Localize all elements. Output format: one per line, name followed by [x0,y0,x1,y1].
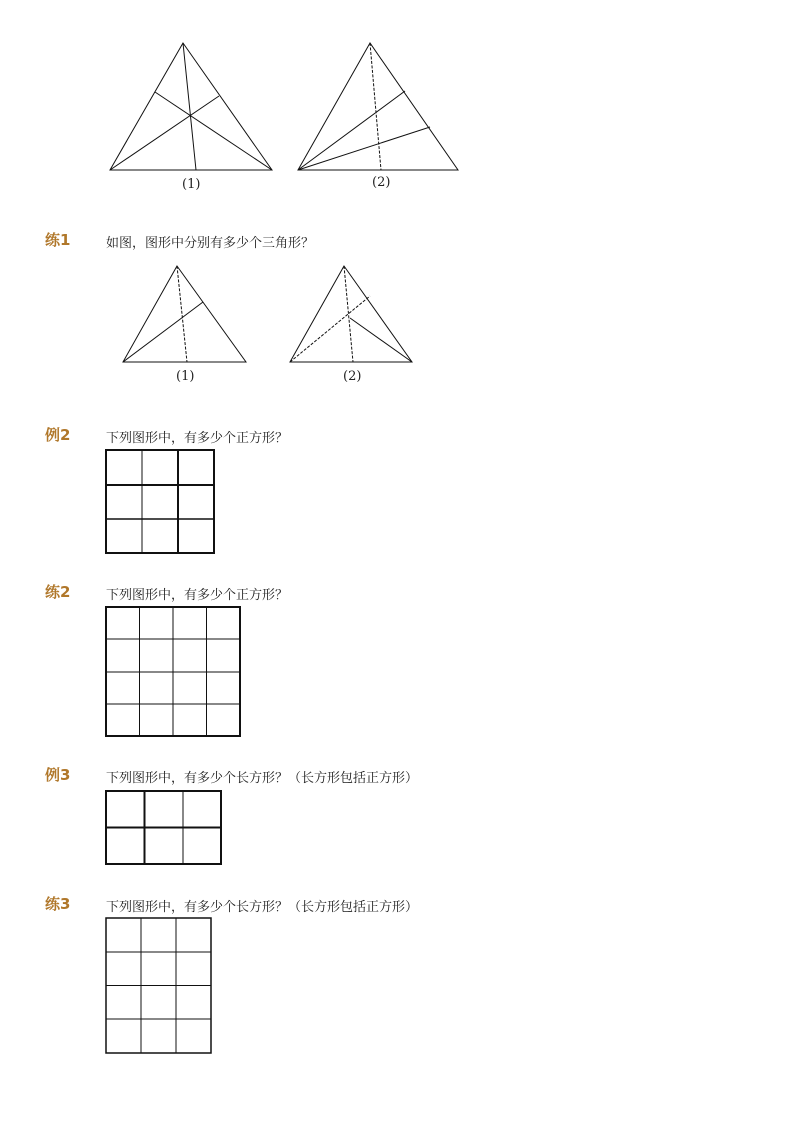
triangle-outline [298,43,458,170]
grid-4x4 [106,607,240,736]
cevian-line [183,43,196,170]
cevian-line [350,318,412,362]
triangle-outline [290,266,412,362]
question-practice2: 下列图形中，有多少个正方形？ [106,588,289,603]
cevian-line [123,302,203,362]
cevian-line [344,266,353,362]
grid-border [106,450,214,553]
question-practice1: 如图，图形中分别有多少个三角形？ [106,236,315,251]
section-label-practice1: 练1 [45,231,71,249]
figure-caption: (1) [176,369,195,384]
grid-4x3 [106,918,211,1053]
triangle-outline [110,43,272,170]
practice1-triangle-1 [123,266,246,362]
practice1-triangle-2 [290,266,412,362]
triangle-figure-1 [110,43,272,170]
triangle-figure-2 [298,43,458,170]
grid-3x3 [106,450,214,553]
cevian-line [298,127,430,170]
section-label-example3: 例3 [45,766,71,784]
section-label-practice3: 练3 [45,895,71,913]
cevian-line [370,43,381,170]
grid-2x3 [106,791,221,864]
cevian-line [290,296,370,362]
section-label-example2: 例2 [45,426,71,444]
cevian-line [177,266,187,362]
figure-caption: (2) [372,175,391,190]
cevian-line [155,92,272,170]
question-practice3: 下列图形中，有多少个长方形？（长方形包括正方形） [106,900,419,915]
question-example2: 下列图形中，有多少个正方形？ [106,431,289,446]
cevian-line [298,91,405,170]
figure-caption: (2) [343,369,362,384]
question-example3: 下列图形中，有多少个长方形？（长方形包括正方形） [106,771,419,786]
cevian-line [110,96,219,170]
figure-caption: (1) [182,177,201,192]
section-label-practice2: 练2 [45,583,71,601]
